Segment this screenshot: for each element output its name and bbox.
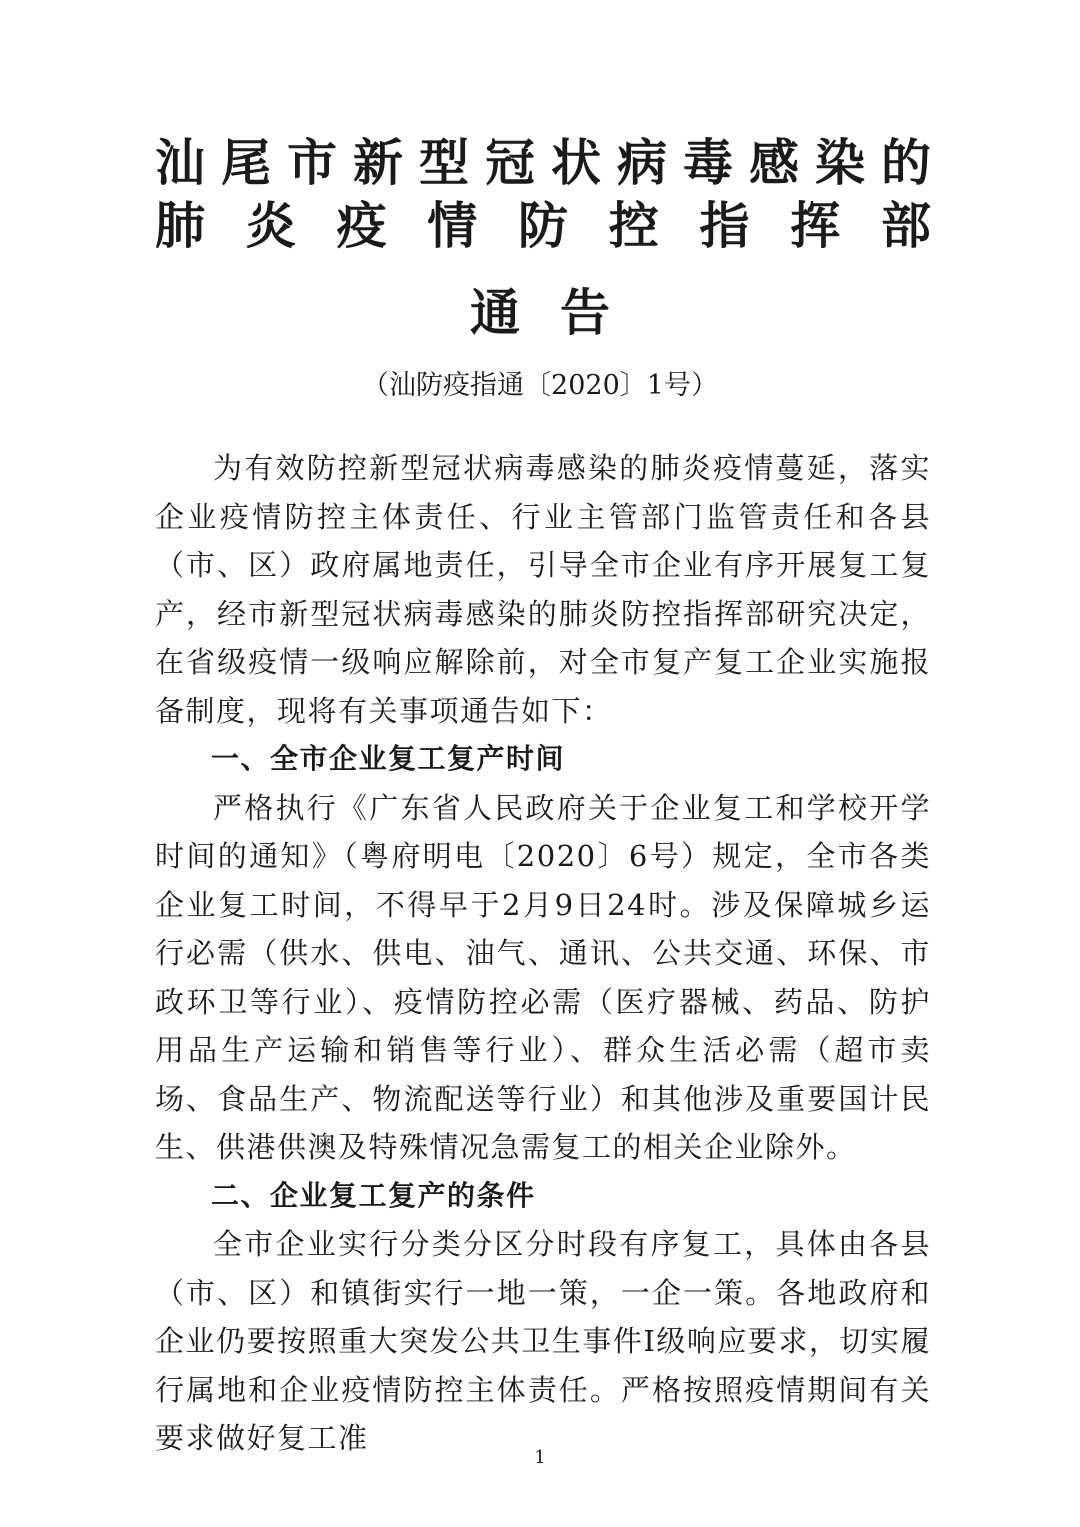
document-number: （汕防疫指通〔2020〕1号） [362,370,718,401]
section-1-paragraph: 严格执行《广东省人民政府关于企业复工和学校开学时间的通知》（粤府明电〔2020〕6号）规定，全市各类企业复工时间，不得早于2月9日24时。涉及保障城乡运行必需（供水、供电、油气、通讯、公共交通、环保、市政环卫等行业）、疫情防控必需（医疗器械、药品、防护用品生产运输和销售等行业）、群众生活必需（超市卖场、食品生产、物流配送等行业）和其他涉及重要国计民生、供港供澳及特殊情况急需复工的相关企业除外。 [155,790,931,1164]
notice-heading: 通告 [470,283,650,342]
page-number: 1 [534,1447,546,1468]
intro-paragraph: 为有效防控新型冠状病毒感染的肺炎疫情蔓延，落实企业疫情防控主体责任、行业主管部门监管责任和各县（市、区）政府属地责任，引导全市企业有序开展复工复产，经市新型冠状病毒感染的肺炎防控指挥部研究决定，在省级疫情一级响应解除前，对全市复产复工企业实施报备制度，现将有关事项通告如下： [155,451,931,728]
section-1-heading: 一、全市企业复工复产时间 [211,742,566,775]
document-title-line-1: 汕尾市新型冠状病毒感染的 [155,133,933,192]
document-body [155,444,931,1463]
section-2-paragraph: 全市企业实行分类分区分时段有序复工，具体由各县（市、区）和镇街实行一地一策，一企一策。各地政府和企业仍要按照重大突发公共卫生事件Ⅰ级响应要求，切实履行属地和企业疫情防控主体责任。严格按照疫情期间有关要求做好复工准 [155,1227,931,1455]
section-2-heading: 二、企业复工复产的条件 [211,1178,536,1212]
document-title-line-2: 肺炎疫情防控指挥部 [155,196,933,255]
